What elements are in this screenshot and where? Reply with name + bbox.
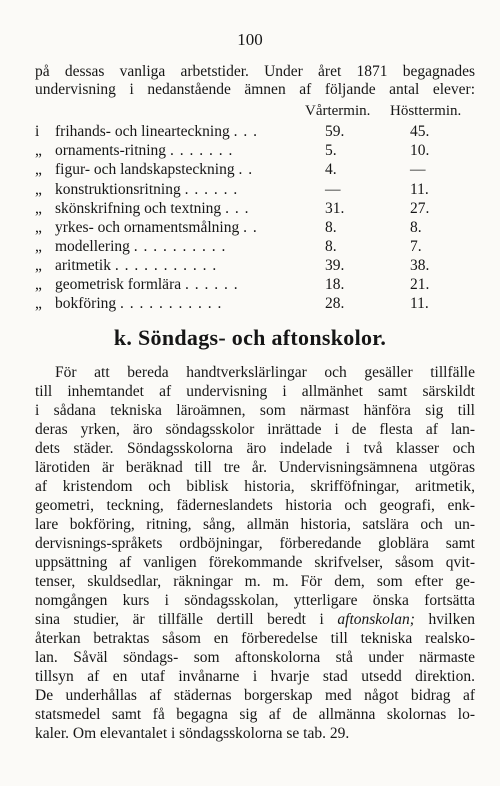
subject-name: yrkes- och ornamentsmålning xyxy=(55,219,240,236)
body-line-with-italic xyxy=(35,610,475,630)
leader-dots: . . . . . . . . . . . xyxy=(114,257,218,274)
body-line: lan. Såväl söndags- som aftonskolorna stå under närmaste xyxy=(35,649,475,666)
body-line: deras yrken, äro söndagsskolor inrättade i de flesta af lan- xyxy=(35,421,475,438)
row-prefix: „ xyxy=(35,276,42,293)
intro-line: på dessas vanliga arbetstider. Under året 1871 begagnades xyxy=(35,63,475,80)
subject-label xyxy=(55,237,226,257)
autumn-count: 27. xyxy=(410,200,430,217)
subject-name: bokföring xyxy=(55,295,117,312)
table-row xyxy=(35,237,475,257)
table-row xyxy=(35,160,475,180)
table-row xyxy=(35,122,475,142)
row-prefix: „ xyxy=(35,257,42,274)
autumn-count: 10. xyxy=(410,142,430,159)
spring-count: 5. xyxy=(325,142,337,159)
subject-name: frihands- och linearteckning xyxy=(55,123,230,140)
subject-name: geometrisk formlära xyxy=(55,276,182,293)
autumn-count: — xyxy=(410,161,426,178)
row-prefix: „ xyxy=(35,238,42,255)
subject-name: konstruktionsritning xyxy=(55,181,181,198)
autumn-count: 38. xyxy=(410,257,430,274)
leader-dots: . . . . . . . . . . xyxy=(133,238,227,255)
autumn-count: 7. xyxy=(410,238,422,255)
body-line: dets städer. Söndagsskolorna äro indelade i två klasser och xyxy=(35,440,475,457)
autumn-count: 11. xyxy=(410,181,429,198)
body-line: tenser, skuldsedlar, räkningar m. m. För dem, som efter ge- xyxy=(35,573,475,590)
spring-count: 4. xyxy=(325,161,337,178)
body-line: statsmedel samt få begagna sig af de allmänna skolornas lo- xyxy=(35,706,475,723)
column-header-spring: Vårtermin. xyxy=(305,103,371,119)
body-line: af kristendom och biblisk historia, skrifföfningar, aritmetik, xyxy=(35,478,475,495)
autumn-count: 11. xyxy=(410,295,429,312)
table-row xyxy=(35,294,475,314)
page-number: 100 xyxy=(237,30,263,49)
subject-label xyxy=(55,294,222,314)
body-line: nomgången kurs i söndagsskolan, ytterligare önska fortsätta xyxy=(35,592,475,609)
body-line: uppsättning af vanligen förekommande skrifvelser, såsom qvit- xyxy=(35,554,475,571)
row-prefix: „ xyxy=(35,161,42,178)
subject-label xyxy=(55,256,217,276)
autumn-count: 8. xyxy=(410,219,422,236)
subject-label xyxy=(55,275,239,295)
spring-count: 31. xyxy=(325,200,345,217)
autumn-count: 21. xyxy=(410,276,430,293)
leader-dots: . . xyxy=(238,161,254,178)
body-line: tillsyn af en utaf invånarne i hvarje stad utsedd direktion. xyxy=(35,668,475,685)
body-line: lare bokföring, ritning, sång, allmän historia, satslära och un- xyxy=(35,516,475,533)
body-line: i sådana tekniska läroämnen, som närmast hänföra sig till xyxy=(35,402,475,419)
subject-name: modellering xyxy=(55,238,130,255)
leader-dots: . . . xyxy=(225,200,250,217)
leader-dots: . . . . . . . xyxy=(169,142,234,159)
table-row xyxy=(35,275,475,295)
spring-count: 8. xyxy=(325,219,337,236)
row-prefix: i xyxy=(35,123,40,140)
row-prefix: „ xyxy=(35,181,42,198)
leader-dots: . . . xyxy=(233,123,258,140)
row-prefix: „ xyxy=(35,200,42,217)
autumn-count: 45. xyxy=(410,123,430,140)
leader-dots: . . . . . . xyxy=(184,276,239,293)
intro-line: undervisning i nedanstående ämnen af följande antal elever: xyxy=(35,81,475,98)
spring-count: 8. xyxy=(325,238,337,255)
subject-label xyxy=(55,160,253,180)
spring-count: 39. xyxy=(325,257,345,274)
subject-name: skönskrifning och textning xyxy=(55,200,222,217)
body-line: kaler. Om elevantalet i söndagsskolorna se tab. 29. xyxy=(35,725,350,742)
column-header-autumn: Hösttermin. xyxy=(390,103,462,119)
table-row xyxy=(35,256,475,276)
table-row xyxy=(35,180,475,200)
leader-dots: . . . . . . . . . . . xyxy=(120,295,223,312)
body-line: De underhållas af städernas borgerskap med något bidrag af xyxy=(35,687,475,704)
body-line: För att bereda handtverkslärlingar och gesäller tillfälle xyxy=(55,364,475,381)
spring-count: 18. xyxy=(325,276,345,293)
subject-label xyxy=(55,199,249,219)
body-line: lärotiden är beräknad till tre år. Undervisningsämnena utgöras xyxy=(35,459,475,476)
body-line: dervisnings-språkets ordböjningar, förberedande globlära samt xyxy=(35,535,475,552)
subject-name: figur- och landskapsteckning xyxy=(55,161,235,178)
spring-count: — xyxy=(325,181,341,198)
row-prefix: „ xyxy=(35,142,42,159)
subject-label xyxy=(55,141,233,161)
row-prefix: „ xyxy=(35,219,42,236)
leader-dots: . . xyxy=(243,219,258,236)
body-line: geometri, teckning, fäderneslandets historia och geografi, enk- xyxy=(35,497,475,514)
subject-name: ornaments-ritning xyxy=(55,142,167,159)
spring-count: 28. xyxy=(325,295,345,312)
table-row xyxy=(35,141,475,161)
body-line: återkan betraktas såsom en förberedelse till tekniska realsko- xyxy=(35,630,475,647)
row-prefix: „ xyxy=(35,295,42,312)
table-row xyxy=(35,218,475,238)
section-heading: k. Söndags- och aftonskolor. xyxy=(113,325,387,350)
italic-word: aftonskolan; xyxy=(337,611,415,628)
leader-dots: . . . . . . xyxy=(184,181,239,198)
table-row xyxy=(35,199,475,219)
subject-label xyxy=(55,122,258,142)
body-line-part: sina studier, är tillfälle dertill beredt i aftonskolan; hvilken xyxy=(35,611,475,628)
subject-name: aritmetik xyxy=(55,257,111,274)
subject-label xyxy=(55,218,258,238)
subject-label xyxy=(55,180,238,200)
spring-count: 59. xyxy=(325,123,345,140)
body-line: till inhemtandet af undervisning i allmänhet samt särskildt xyxy=(35,383,475,400)
